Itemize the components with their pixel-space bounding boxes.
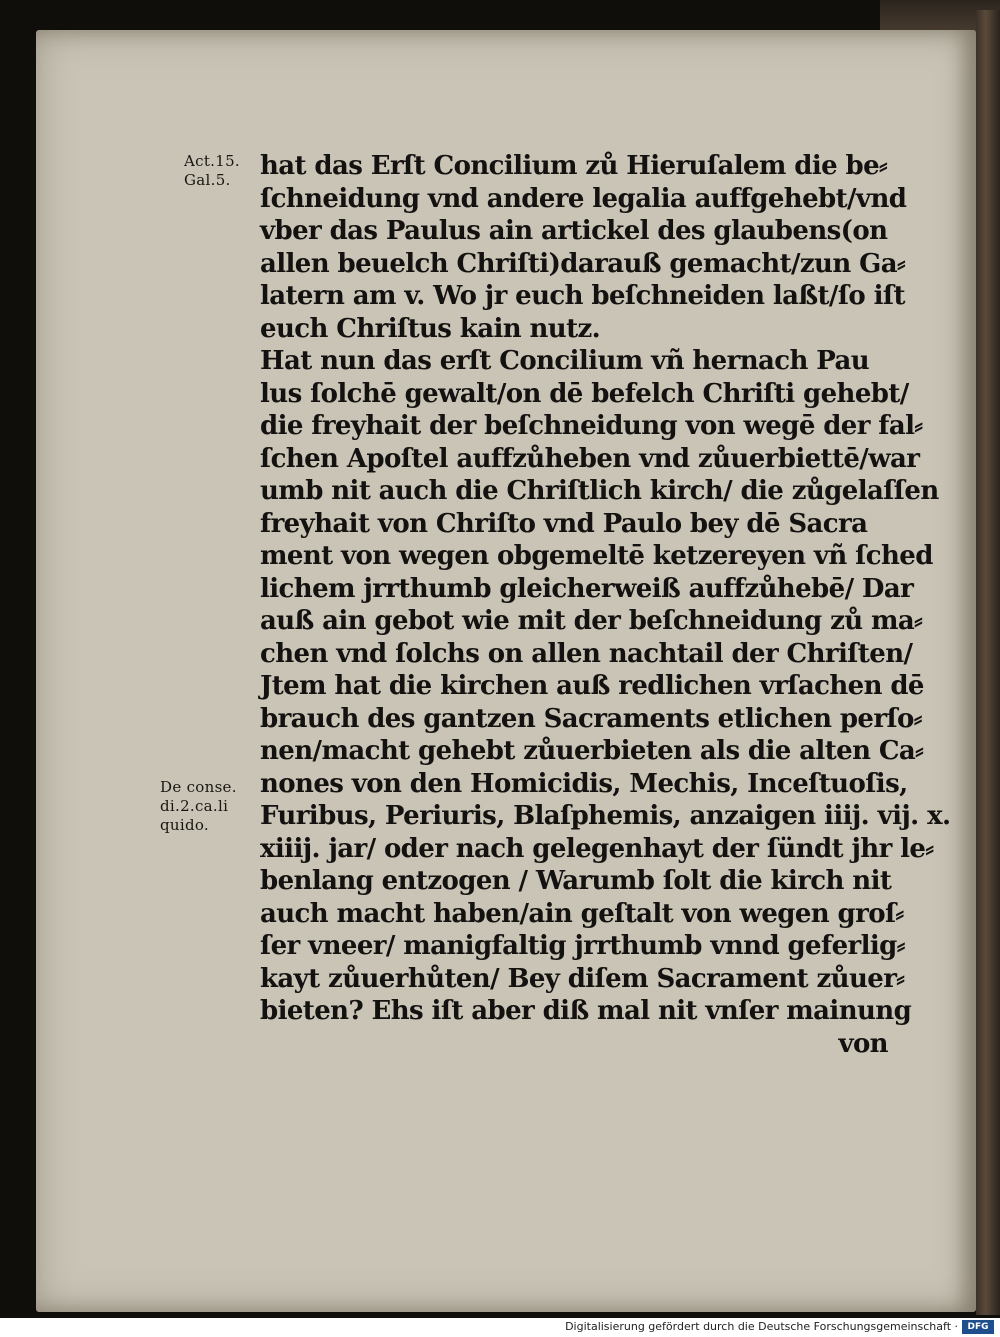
book-right-edge: [976, 10, 1000, 1315]
text-line: Furibus, Periuris, Blaſphemis, anzaigen iiij. vij. x.: [260, 801, 951, 831]
text-line: auß ain gebot wie mit der beſchneidung zů ma⸗: [260, 606, 923, 636]
text-line: ſer vneer/ manigfaltig jrrthumb vnnd geferlig⸗: [260, 931, 905, 961]
margin-note-de-conse: [160, 778, 237, 835]
main-text-block: [260, 150, 951, 1060]
footer-credit: Digitalisierung gefördert durch die Deutsche Forschungsgemeinschaft ·: [565, 1320, 958, 1333]
text-line: auch macht haben/ain geſtalt von wegen groſ⸗: [260, 898, 904, 929]
text-line: Hat nun das erſt Concilium vñ hernach Pau: [260, 346, 870, 376]
margin-note-line: Act.15.: [184, 152, 240, 170]
text-line: euch Chriſtus kain nutz.: [260, 313, 601, 344]
text-line: benlang entzogen / Warumb ſolt die kirch nit: [260, 866, 892, 896]
text-line: ſchneidung vnd andere legalia auffgehebt/vnd: [260, 183, 907, 214]
text-line: nen/macht gehebt zůuerbieten als die alten Ca⸗: [260, 736, 924, 766]
text-line: xiiij. jar/ oder nach gelegenhayt der ſündt jhr le⸗: [260, 833, 934, 864]
text-line: allen beuelch Chriſti)darauß gemacht/zun Ga⸗: [260, 248, 906, 279]
dfg-logo-icon: DFG: [962, 1320, 994, 1334]
footer-bar: [0, 1318, 1000, 1337]
text-line: chen vnd ſolchs on allen nachtail der Chriſten/: [260, 638, 913, 669]
text-line: die freyhait der beſchneidung von wegē der fal⸗: [260, 411, 923, 441]
text-line: hat das Erſt Concilium zů Hieruſalem die be⸗: [260, 151, 888, 181]
text-line: lichem jrrthumb gleicherweiß auffzůhebē/ Dar: [260, 573, 914, 604]
text-line: kayt zůuerhůten/ Bey diſem Sacrament zůuer⸗: [260, 963, 905, 994]
text-line: latern am v. Wo jr euch beſchneiden laßt/ſo iſt: [260, 281, 905, 311]
margin-note-line: quido.: [160, 816, 209, 834]
text-line: Jtem hat die kirchen auß redlichen vrſachen dē: [260, 671, 924, 701]
margin-note-acts: [184, 152, 240, 190]
margin-note-line: di.2.ca.li: [160, 797, 229, 815]
text-line: brauch des gantzen Sacraments etlichen perſo⸗: [260, 703, 922, 734]
text-line: vber das Paulus ain artickel des glaubens(on: [260, 216, 888, 246]
text-line: umb nit auch die Chriſtlich kirch/ die zůgelaſſen: [260, 476, 939, 506]
text-line: ment von wegen obgemeltē ketzereyen vñ ſched: [260, 541, 933, 571]
text-line: bieten? Ehs iſt aber diß mal nit vnſer mainung: [260, 996, 912, 1026]
text-line: freyhait von Chriſto vnd Paulo bey dē Sacra: [260, 508, 868, 539]
text-line: ſchen Apoſtel auffzůheben vnd zůuerbiettē/war: [260, 443, 920, 474]
text-line: nones von den Homicidis, Mechis, Inceſtuoſis,: [260, 768, 908, 799]
margin-note-line: De conse.: [160, 778, 237, 796]
text-line: lus ſolchē gewalt/on dē befelch Chriſti gehebt/: [260, 378, 909, 409]
catchword: von: [838, 1028, 888, 1059]
margin-note-line: Gal.5.: [184, 171, 231, 189]
